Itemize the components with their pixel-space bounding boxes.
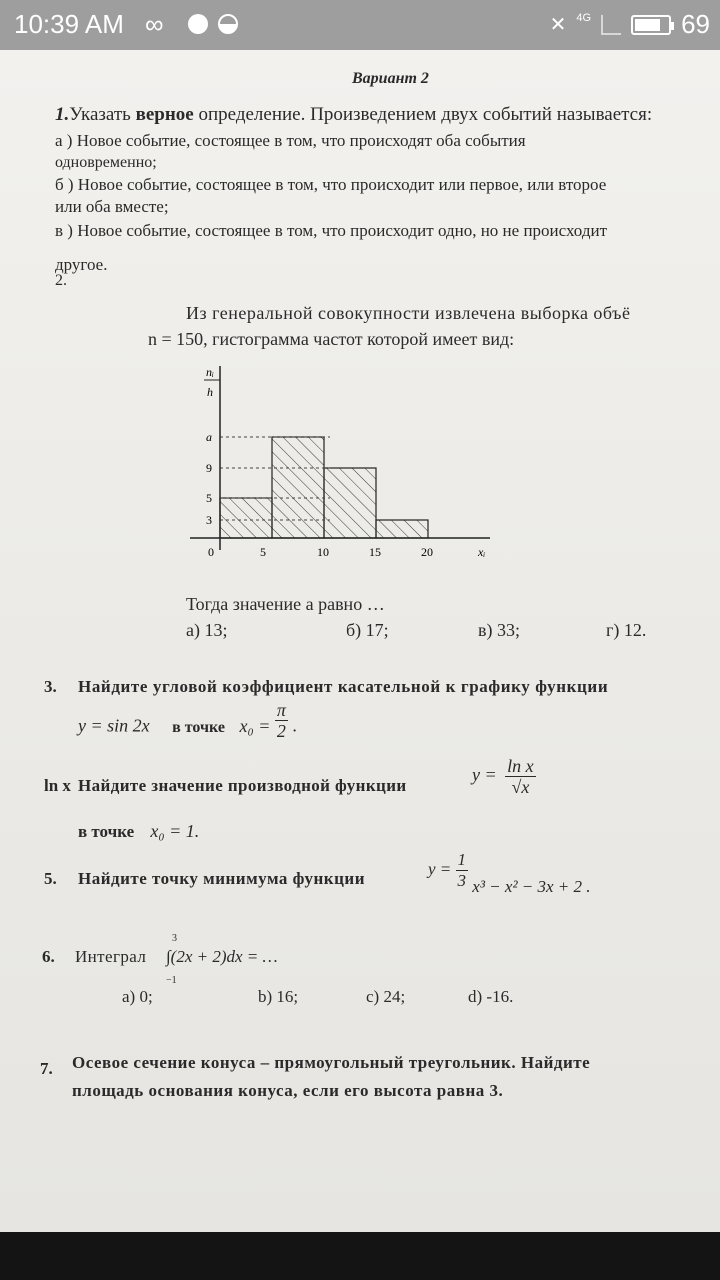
q5-text: Найдите точку минимума функции [78,869,365,888]
q2-choice-c[interactable]: в) 33; [478,620,520,640]
q2-choice-d[interactable]: г) 12. [606,620,647,640]
y-tick-label: a [206,430,212,444]
question-6-number: 6. [42,947,55,966]
y-tick-label: 5 [206,491,212,505]
q1-option-a-cont: одновременно; [55,154,157,171]
q2-choice-b[interactable]: б) 17; [346,620,389,640]
signal-icon [601,15,621,35]
q6-text: Интеграл [75,947,147,966]
shield-icon [188,14,208,34]
question-7-number: 7. [40,1059,53,1078]
frequency-histogram [180,360,510,590]
q7-text-line1: Осевое сечение конуса – прямоугольный треугольник. Найдите [72,1053,591,1072]
circle-half-icon [218,14,238,34]
x-tick-label: 10 [317,545,329,559]
exam-sheet [0,50,720,1232]
x-tick-label: 20 [421,545,433,559]
q2-text-line1: Из генеральной совокупности извлечена выборка объё [186,303,631,323]
mute-icon: ✕ [549,14,567,36]
q6-upper-limit: 3 [172,933,177,944]
q3-formula: y = sin 2x в точке x₀ = $\frac{\pi}{2}$ . [78,700,297,741]
q4-text: Найдите значение производной функции [78,776,407,795]
x-axis-label: xᵢ [478,545,486,559]
q2-text-line2: n = 150, гистограмма частот которой имеет вид: [148,329,515,349]
histogram-bar [376,520,428,538]
question-number: 1. [55,104,70,125]
q1-option-c: в ) Новое событие, состоящее в том, что происходит одно, но не происходит [55,221,607,240]
q1-option-a: а ) Новое событие, состоящее в том, что происходят оба события [55,131,526,150]
q4-point: в точке x₀ = 1. [78,821,200,841]
status-bar [0,0,720,50]
question-4-number: ln x [44,776,71,795]
q3-text: Найдите угловой коэффициент касательной к графику функции [78,677,609,696]
question-2-number: 2. [55,272,67,289]
histogram-bar [272,437,324,538]
q6-lower-limit: −1 [166,975,177,986]
question-1-title: 1.Указать верное определение. Произведением двух событий называется: [55,104,653,125]
q7-text-line2: площадь основания конуса, если его высота равна 3. [72,1081,504,1100]
q6-integral: ∫(2x + 2)dx = … [166,947,278,966]
network-label: 4G [576,11,592,24]
q2-prompt: Тогда значение а равно … [186,594,385,614]
q6-choice-d[interactable]: d) -16. [468,987,514,1006]
histogram-bar [324,468,376,538]
battery-percent: 69 [681,9,710,39]
q1-option-b-cont: или оба вместе; [55,197,169,216]
x-tick-label: 0 [208,545,214,559]
q1-option-b: б ) Новое событие, состоящее в том, что происходит или первое, или второе [55,175,607,194]
bottom-edge [0,1232,720,1280]
x-tick-label: 15 [369,545,381,559]
q6-choice-b[interactable]: b) 16; [258,987,299,1006]
variant-title: Вариант 2 [352,70,429,87]
clock: 10:39 AM [14,9,124,39]
q6-choice-a[interactable]: a) 0; [122,987,153,1006]
q4-function: y = $\frac{\text{ln x}}{√x}$ [472,756,534,797]
y-axis-label-den: h [207,385,213,399]
y-tick-label: 3 [206,513,212,527]
q2-choice-a[interactable]: а) 13; [186,620,228,640]
x-tick-label: 5 [260,545,266,559]
infinity-icon: ∞ [145,9,170,39]
question-5-number: 5. [44,869,57,888]
histogram-bar [220,498,272,538]
q6-choice-c[interactable]: c) 24; [366,987,406,1006]
q5-function: y = $\frac{1}{3}$ x³ − x² − 3x + 2 . [428,850,591,897]
y-tick-label: 9 [206,461,212,475]
y-axis-label-num: nᵢ [206,365,214,379]
battery-icon [631,15,671,35]
question-3-number: 3. [44,677,57,696]
q1-option-c-cont: другое. [55,255,108,274]
status-icons [550,9,710,40]
